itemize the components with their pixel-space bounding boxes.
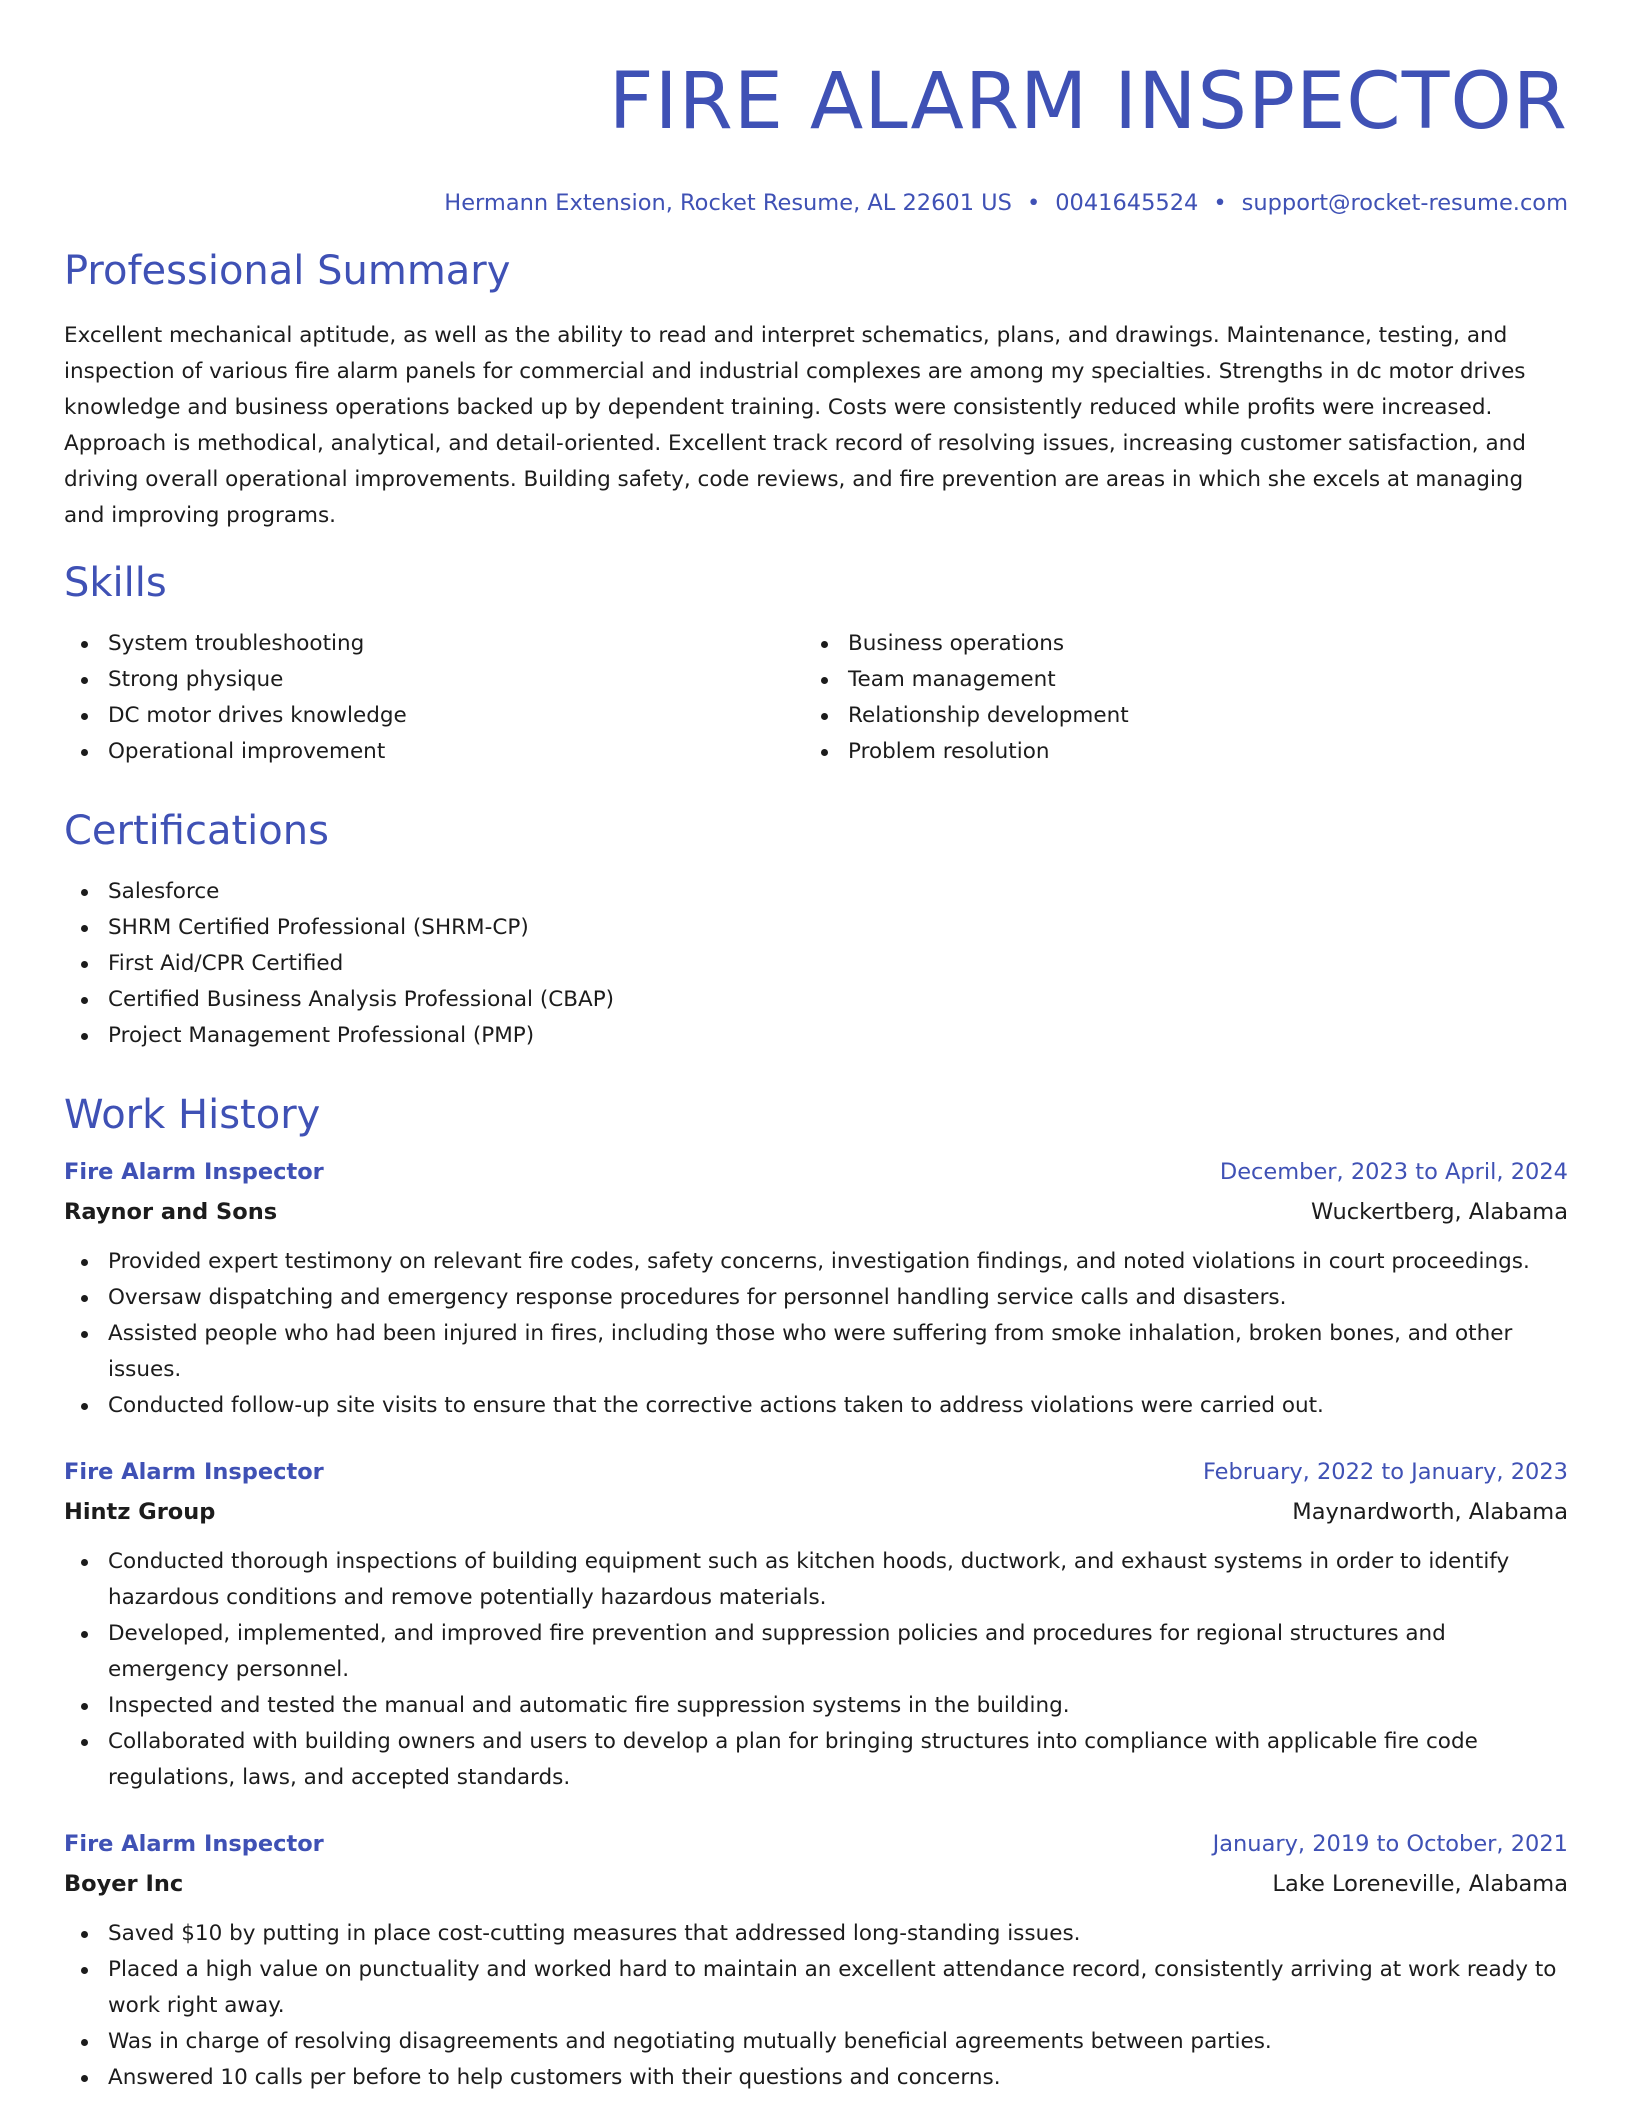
job-header [64, 1824, 1568, 1864]
job-company: Boyer Inc [64, 1871, 184, 1897]
job-bullet: Oversaw dispatching and emergency response procedures for personnel handling service calls and disasters. [64, 1280, 1568, 1316]
certifications-heading: Certifications [64, 808, 329, 854]
job-entry [64, 1152, 1568, 1424]
summary-heading: Professional Summary [64, 248, 511, 294]
contact-separator: • [1213, 190, 1227, 216]
job-bullets [64, 1544, 1568, 1796]
skills-right-column [804, 626, 1544, 770]
contact-email[interactable]: support@rocket-resume.com [1241, 190, 1568, 216]
job-header [64, 1152, 1568, 1192]
skill-item: Strong physique [64, 662, 804, 698]
certification-item: Project Management Professional (PMP) [64, 1018, 1568, 1054]
job-bullet: Placed a high value on punctuality and worked hard to maintain an excellent attendance record, consistently arriving at work ready to work right away. [64, 1952, 1568, 2024]
job-company: Hintz Group [64, 1499, 216, 1525]
job-bullets [64, 1916, 1568, 2096]
job-dates: January, 2019 to October, 2021 [1212, 1831, 1568, 1857]
job-bullet: Conducted thorough inspections of building equipment such as kitchen hoods, ductwork, and exhaust systems in order to identify hazardous conditions and remove potentially hazardous materials. [64, 1544, 1568, 1616]
job-bullet: Provided expert testimony on relevant fire codes, safety concerns, investigation findings, and noted violations in court proceedings. [64, 1244, 1568, 1280]
summary-text: Excellent mechanical aptitude, as well as the ability to read and interpret schematics, plans, and drawings. Maintenance, testing, and inspection of various fire alarm panels for commercial and industrial complexes are among my specialties. Strengths in dc motor drives knowledge and business operations backed up by dependent training. Costs were consistently reduced while profits were increased. Approach is methodical, analytical, and detail-oriented. Excellent track record of resolving issues, increasing customer satisfaction, and driving overall operational improvements. Building safety, code reviews, and fire prevention are areas in which she excels at managing and improving programs. [64, 323, 1526, 528]
job-dates: December, 2023 to April, 2024 [1219, 1159, 1568, 1185]
contact-phone: 0041645524 [1055, 190, 1199, 216]
contact-separator: • [1026, 190, 1041, 216]
job-subheader [64, 1864, 1568, 1904]
skills-left-column [64, 626, 804, 770]
job-header [64, 1452, 1568, 1492]
job-title: Fire Alarm Inspector [64, 1831, 324, 1857]
job-dates: February, 2022 to January, 2023 [1202, 1459, 1568, 1485]
job-bullet: Saved $10 by putting in place cost-cutting measures that addressed long-standing issues. [64, 1916, 1568, 1952]
job-title: Fire Alarm Inspector [64, 1459, 324, 1485]
work-history-heading: Work History [64, 1092, 321, 1138]
job-company: Raynor and Sons [64, 1199, 278, 1225]
job-location: Wuckertberg, Alabama [1311, 1199, 1568, 1225]
contact-line [64, 188, 1568, 218]
certification-item: Salesforce [64, 874, 1568, 910]
job-bullet: Was in charge of resolving disagreements and negotiating mutually beneficial agreements between parties. [64, 2024, 1568, 2060]
job-bullet: Developed, implemented, and improved fire prevention and suppression policies and procedures for regional structures and emergency personnel. [64, 1616, 1568, 1688]
skills-heading: Skills [64, 560, 167, 606]
certifications-list [64, 874, 1568, 1054]
job-location: Lake Loreneville, Alabama [1272, 1871, 1568, 1897]
job-title: Fire Alarm Inspector [64, 1159, 324, 1185]
job-bullet: Conducted follow-up site visits to ensure that the corrective actions taken to address violations were carried out. [64, 1388, 1568, 1424]
skills-grid [64, 626, 1568, 770]
job-subheader [64, 1492, 1568, 1532]
job-bullets [64, 1244, 1568, 1424]
skill-item: Operational improvement [64, 734, 804, 770]
certification-item: Certified Business Analysis Professional (CBAP) [64, 982, 1568, 1018]
skill-item: Relationship development [804, 698, 1544, 734]
job-subheader [64, 1192, 1568, 1232]
skill-item: System troubleshooting [64, 626, 804, 662]
skill-item: Problem resolution [804, 734, 1544, 770]
job-bullet: Assisted people who had been injured in fires, including those who were suffering from smoke inhalation, broken bones, and other issues. [64, 1316, 1568, 1388]
skill-item: DC motor drives knowledge [64, 698, 804, 734]
skill-item: Business operations [804, 626, 1544, 662]
job-bullet: Inspected and tested the manual and automatic fire suppression systems in the building. [64, 1688, 1568, 1724]
job-location: Maynardworth, Alabama [1292, 1499, 1568, 1525]
resume-name: FIRE ALARM INSPECTOR [608, 57, 1568, 147]
skill-item: Team management [804, 662, 1544, 698]
job-entry [64, 1452, 1568, 1796]
job-entry [64, 1824, 1568, 2096]
job-bullet: Answered 10 calls per before to help customers with their questions and concerns. [64, 2060, 1568, 2096]
certification-item: SHRM Certified Professional (SHRM-CP) [64, 910, 1568, 946]
contact-address: Hermann Extension, Rocket Resume, AL 22601 US [444, 190, 1012, 216]
certification-item: First Aid/CPR Certified [64, 946, 1568, 982]
job-bullet: Collaborated with building owners and users to develop a plan for bringing structures into compliance with applicable fire code regulations, laws, and accepted standards. [64, 1724, 1568, 1796]
